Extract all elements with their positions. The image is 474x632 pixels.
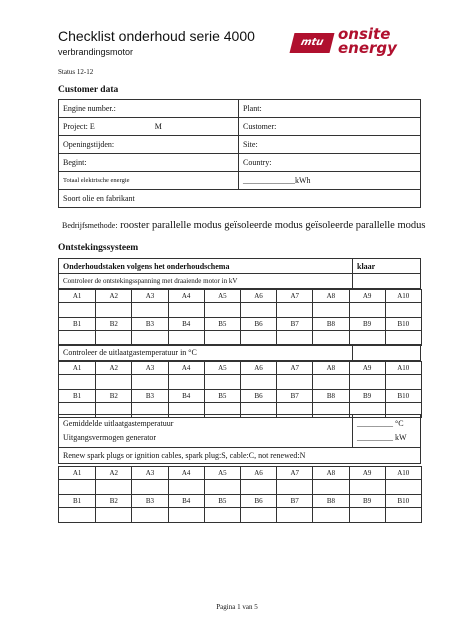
document-title: Checklist onderhoud serie 4000 <box>58 28 255 44</box>
cylinder-value-a6[interactable] <box>240 303 276 317</box>
operating-mode-options[interactable]: rooster parallelle modus geïsoleerde modus geïsoleerde parallelle modus <box>117 220 426 231</box>
cylinder-label-b8: B8 <box>312 318 348 330</box>
grid-row-b-values <box>59 330 421 345</box>
cylinder-label-a2: A2 <box>95 467 131 479</box>
cylinder-value-b3[interactable] <box>131 508 167 522</box>
cylinder-label-b6: B6 <box>240 390 276 402</box>
cylinder-value-a2[interactable] <box>95 375 131 389</box>
document-subtitle: verbrandingsmotor <box>58 47 134 57</box>
cylinder-label-b7: B7 <box>276 318 312 330</box>
grid-row-a-labels <box>59 467 421 479</box>
ignition-voltage-done[interactable] <box>353 274 421 289</box>
cylinder-label-b6: B6 <box>240 318 276 330</box>
cylinder-label-a10: A10 <box>385 362 421 374</box>
cylinder-value-a4[interactable] <box>168 303 204 317</box>
cylinder-value-b10[interactable] <box>385 331 421 345</box>
opening-hours-field[interactable]: Openingstijden: <box>59 136 239 154</box>
cylinder-label-a9: A9 <box>349 467 385 479</box>
spark-plug-renew-grid <box>58 466 422 523</box>
cylinder-label-a9: A9 <box>349 290 385 302</box>
ignition-task-header <box>58 258 421 289</box>
cylinder-label-b9: B9 <box>349 390 385 402</box>
cylinder-value-a1[interactable] <box>59 375 95 389</box>
start-field[interactable]: Begint: <box>59 154 239 172</box>
cylinder-value-b9[interactable] <box>349 508 385 522</box>
task-header-label: Onderhoudstaken volgens het onderhoudschema <box>59 259 353 274</box>
cylinder-label-a7: A7 <box>276 467 312 479</box>
logo-wordmark: onsite energy <box>338 25 397 57</box>
cylinder-value-b3[interactable] <box>131 331 167 345</box>
cylinder-value-a10[interactable] <box>385 303 421 317</box>
cylinder-value-b5[interactable] <box>204 331 240 345</box>
grid-row-b-labels <box>59 317 421 330</box>
cylinder-label-a8: A8 <box>312 362 348 374</box>
cylinder-value-b2[interactable] <box>95 331 131 345</box>
cylinder-value-a8[interactable] <box>312 375 348 389</box>
cylinder-value-a1[interactable] <box>59 303 95 317</box>
avg-exhaust-temp-label: Gemiddelde uitlaatgastemperatuur <box>63 419 174 428</box>
cylinder-label-b1: B1 <box>73 497 82 505</box>
cylinder-label-a10: A10 <box>385 290 421 302</box>
renew-spark-plugs-label: Renew spark plugs or ignition cables, spark plug:S, cable:C, not renewed:N <box>59 448 421 464</box>
generator-output-field[interactable]: _________ kW <box>357 433 407 442</box>
customer-data-heading: Customer data <box>58 85 119 95</box>
cylinder-value-a3[interactable] <box>131 375 167 389</box>
cylinder-label-b8: B8 <box>312 495 348 507</box>
cylinder-label-a4: A4 <box>168 362 204 374</box>
cylinder-value-a6[interactable] <box>240 480 276 494</box>
cylinder-label-a5: A5 <box>204 467 240 479</box>
grid-row-a-labels <box>59 362 421 374</box>
cylinder-label-a9: A9 <box>349 362 385 374</box>
cylinder-label-a8: A8 <box>312 290 348 302</box>
cylinder-label-a3: A3 <box>131 290 167 302</box>
cylinder-label-b5: B5 <box>204 318 240 330</box>
cylinder-label-a7: A7 <box>276 290 312 302</box>
summary-labels <box>59 415 353 448</box>
cylinder-value-a7[interactable] <box>276 375 312 389</box>
summary-values[interactable] <box>353 415 421 448</box>
ignition-system-heading: Ontstekingssysteem <box>58 243 139 253</box>
cylinder-label-b4: B4 <box>168 495 204 507</box>
customer-data-table <box>58 99 421 208</box>
cylinder-label-a4: A4 <box>168 290 204 302</box>
cylinder-value-b1[interactable] <box>59 508 95 522</box>
exhaust-temp-header <box>58 344 421 361</box>
cylinder-label-a2: A2 <box>95 290 131 302</box>
cylinder-value-a8[interactable] <box>312 480 348 494</box>
exhaust-temp-done[interactable] <box>353 345 421 361</box>
cylinder-value-a4[interactable] <box>168 375 204 389</box>
cylinder-label-b3: B3 <box>131 495 167 507</box>
plant-field[interactable]: Plant: <box>239 100 421 118</box>
cylinder-label-b10: B10 <box>385 495 421 507</box>
cylinder-label-a3: A3 <box>131 467 167 479</box>
cylinder-value-b5[interactable] <box>204 508 240 522</box>
cylinder-value-a4[interactable] <box>168 480 204 494</box>
cylinder-label-a5: A5 <box>204 362 240 374</box>
cylinder-label-b2: B2 <box>95 495 131 507</box>
cylinder-label-b4: B4 <box>168 318 204 330</box>
total-energy-label: Totaal elektrische energie <box>59 172 239 190</box>
cylinder-label-b7: B7 <box>276 495 312 507</box>
grid-row-b-labels <box>59 494 421 507</box>
cylinder-value-b9[interactable] <box>349 331 385 345</box>
summary-table <box>58 414 421 464</box>
cylinder-value-a9[interactable] <box>349 375 385 389</box>
cylinder-value-b10[interactable] <box>385 508 421 522</box>
cylinder-label-b4: B4 <box>168 390 204 402</box>
exhaust-temp-label: Controleer de uitlaatgastemperatuur in °C <box>59 345 353 361</box>
cylinder-label-b6: B6 <box>240 495 276 507</box>
cylinder-value-a2[interactable] <box>95 303 131 317</box>
mtu-logo-mark: mtu <box>290 33 335 53</box>
ignition-voltage-label: Controleer de ontstekingsspanning met draaiende motor in kV <box>59 274 353 289</box>
cylinder-value-b6[interactable] <box>240 331 276 345</box>
cylinder-value-a3[interactable] <box>131 303 167 317</box>
grid-row-b-labels <box>59 389 421 402</box>
cylinder-value-a3[interactable] <box>131 480 167 494</box>
cylinder-value-a5[interactable] <box>204 375 240 389</box>
cylinder-value-b1[interactable] <box>59 331 95 345</box>
ignition-voltage-grid <box>58 289 422 346</box>
cylinder-value-a5[interactable] <box>204 480 240 494</box>
cylinder-label-b5: B5 <box>204 390 240 402</box>
cylinder-label-b7: B7 <box>276 390 312 402</box>
grid-row-a-values <box>59 302 421 317</box>
cylinder-label-a8: A8 <box>312 467 348 479</box>
cylinder-label-a6: A6 <box>240 467 276 479</box>
cylinder-value-a1[interactable] <box>59 480 95 494</box>
cylinder-label-b10: B10 <box>385 390 421 402</box>
cylinder-label-a10: A10 <box>385 467 421 479</box>
cylinder-value-a6[interactable] <box>240 375 276 389</box>
status-text: Status 12-12 <box>58 68 94 76</box>
grid-row-b-values <box>59 507 421 522</box>
project-field[interactable]: Project: E M <box>59 118 239 136</box>
cylinder-label-a1: A1 <box>72 364 82 372</box>
generator-output-label: Uitgangsvermogen generator <box>63 433 157 442</box>
cylinder-label-b3: B3 <box>131 318 167 330</box>
cylinder-value-a9[interactable] <box>349 303 385 317</box>
cylinder-label-a6: A6 <box>240 290 276 302</box>
cylinder-value-b4[interactable] <box>168 331 204 345</box>
mtu-onsite-energy-logo <box>292 27 422 57</box>
cylinder-label-a3: A3 <box>131 362 167 374</box>
cylinder-label-b5: B5 <box>204 495 240 507</box>
cylinder-label-a5: A5 <box>204 290 240 302</box>
country-field[interactable]: Country: <box>239 154 421 172</box>
cylinder-label-b2: B2 <box>95 318 131 330</box>
grid-row-a-values <box>59 374 421 389</box>
cylinder-value-b8[interactable] <box>312 508 348 522</box>
grid-row-a-labels <box>59 290 421 302</box>
page-number: Pagina 1 van 5 <box>216 603 258 611</box>
cylinder-value-a7[interactable] <box>276 480 312 494</box>
cylinder-value-b7[interactable] <box>276 508 312 522</box>
cylinder-value-a8[interactable] <box>312 303 348 317</box>
grid-row-a-values <box>59 479 421 494</box>
done-header-label: klaar <box>353 259 421 274</box>
operating-mode-line <box>62 220 425 231</box>
cylinder-label-b1: B1 <box>73 320 82 328</box>
cylinder-label-a6: A6 <box>240 362 276 374</box>
cylinder-value-b2[interactable] <box>95 508 131 522</box>
cylinder-value-b4[interactable] <box>168 508 204 522</box>
cylinder-value-a2[interactable] <box>95 480 131 494</box>
exhaust-temp-grid <box>58 361 422 418</box>
avg-exhaust-temp-field[interactable]: _________ °C <box>357 419 404 428</box>
cylinder-label-b9: B9 <box>349 495 385 507</box>
site-field[interactable]: Site: <box>239 136 421 154</box>
kwh-field[interactable]: _____________kWh <box>239 172 421 190</box>
oil-type-field[interactable]: Soort olie en fabrikant <box>59 190 421 208</box>
cylinder-value-a10[interactable] <box>385 480 421 494</box>
customer-field[interactable]: Customer: <box>239 118 421 136</box>
cylinder-label-b1: B1 <box>73 392 82 400</box>
cylinder-value-a9[interactable] <box>349 480 385 494</box>
cylinder-label-a7: A7 <box>276 362 312 374</box>
cylinder-label-a4: A4 <box>168 467 204 479</box>
cylinder-label-b3: B3 <box>131 390 167 402</box>
cylinder-value-a10[interactable] <box>385 375 421 389</box>
cylinder-value-b8[interactable] <box>312 331 348 345</box>
cylinder-label-a1: A1 <box>72 292 82 300</box>
cylinder-value-a5[interactable] <box>204 303 240 317</box>
cylinder-label-a1: A1 <box>72 469 82 477</box>
engine-number-field[interactable]: Engine number.: <box>59 100 239 118</box>
cylinder-label-a2: A2 <box>95 362 131 374</box>
cylinder-value-b6[interactable] <box>240 508 276 522</box>
cylinder-label-b9: B9 <box>349 318 385 330</box>
cylinder-label-b10: B10 <box>385 318 421 330</box>
cylinder-label-b2: B2 <box>95 390 131 402</box>
operating-mode-label: Bedrijfsmethode: <box>62 221 118 230</box>
cylinder-value-a7[interactable] <box>276 303 312 317</box>
cylinder-label-b8: B8 <box>312 390 348 402</box>
cylinder-value-b7[interactable] <box>276 331 312 345</box>
